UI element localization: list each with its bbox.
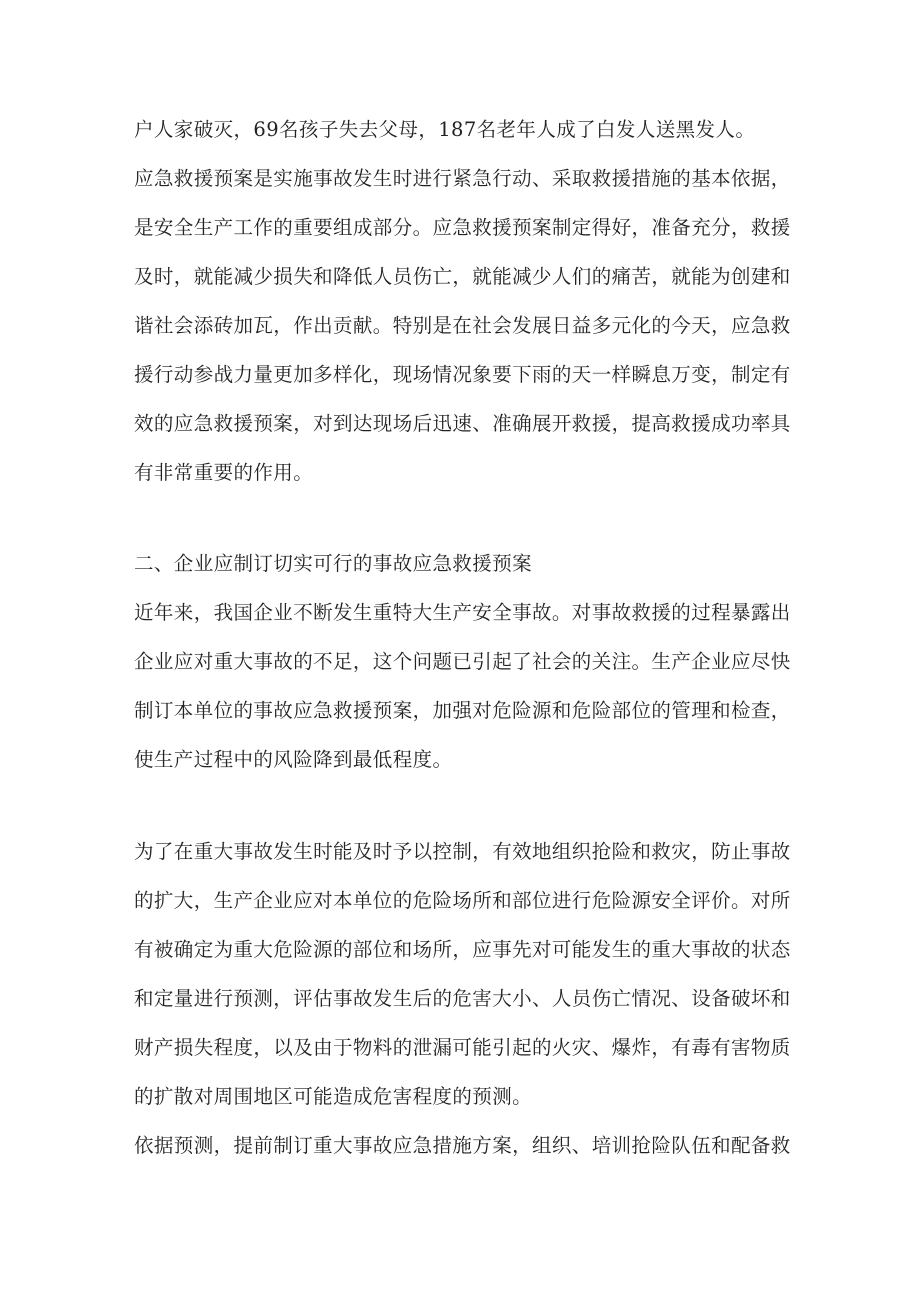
text-line: 援行动参战力量更加多样化，现场情况象要下雨的天一样瞬息万变，制定有 <box>134 363 791 386</box>
text-line: 的扩大，生产企业应对本单位的危险场所和部位进行危险源安全评价。对所 <box>134 889 791 912</box>
text-line: 应急救援预案是实施事故发生时进行紧急行动、采取救援措施的基本依据， <box>134 167 791 190</box>
text-line: 财产损失程度，以及由于物料的泄漏可能引起的火灾、爆炸，有毒有害物质 <box>134 1036 791 1059</box>
text-line: 依据预测，提前制订重大事故应急措施方案，组织、培训抢险队伍和配备救 <box>134 1134 791 1157</box>
text-line: 效的应急救援预案，对到达现场后迅速、准确展开救援，提高救援成功率具 <box>134 412 791 435</box>
text-line: 近年来，我国企业不断发生重特大生产安全事故。对事故救援的过程暴露出 <box>134 601 791 624</box>
text-line: 及时，就能减少损失和降低人员伤亡，就能减少人们的痛苦，就能为创建和 <box>134 265 791 288</box>
text-line: 使生产过程中的风险降到最低程度。 <box>134 748 453 771</box>
text-line: 谐社会添砖加瓦，作出贡献。特别是在社会发展日益多元化的今天，应急救 <box>134 314 791 337</box>
text-line: 是安全生产工作的重要组成部分。应急救援预案制定得好，准备充分，救援 <box>134 216 791 239</box>
section-heading: 二、企业应制订切实可行的事故应急救援预案 <box>134 552 533 575</box>
text-line: 企业应对重大事故的不足，这个问题已引起了社会的关注。生产企业应尽快 <box>134 650 791 673</box>
text-line: 有非常重要的作用。 <box>134 461 314 484</box>
text-line: 有被确定为重大危险源的部位和场所，应事先对可能发生的重大事故的状态 <box>134 938 791 961</box>
text-line: 制订本单位的事故应急救援预案，加强对危险源和危险部位的管理和检查， <box>134 699 791 722</box>
text-line: 和定量进行预测，评估事故发生后的危害大小、人员伤亡情况、设备破坏和 <box>134 987 791 1010</box>
text-line: 的扩散对周围地区可能造成危害程度的预测。 <box>134 1085 533 1108</box>
text-line: 为了在重大事故发生时能及时予以控制，有效地组织抢险和救灾，防止事故 <box>134 840 791 863</box>
text-line: 户人家破灭，69名孩子失去父母，187名老年人成了白发人送黑发人。 <box>134 118 756 141</box>
